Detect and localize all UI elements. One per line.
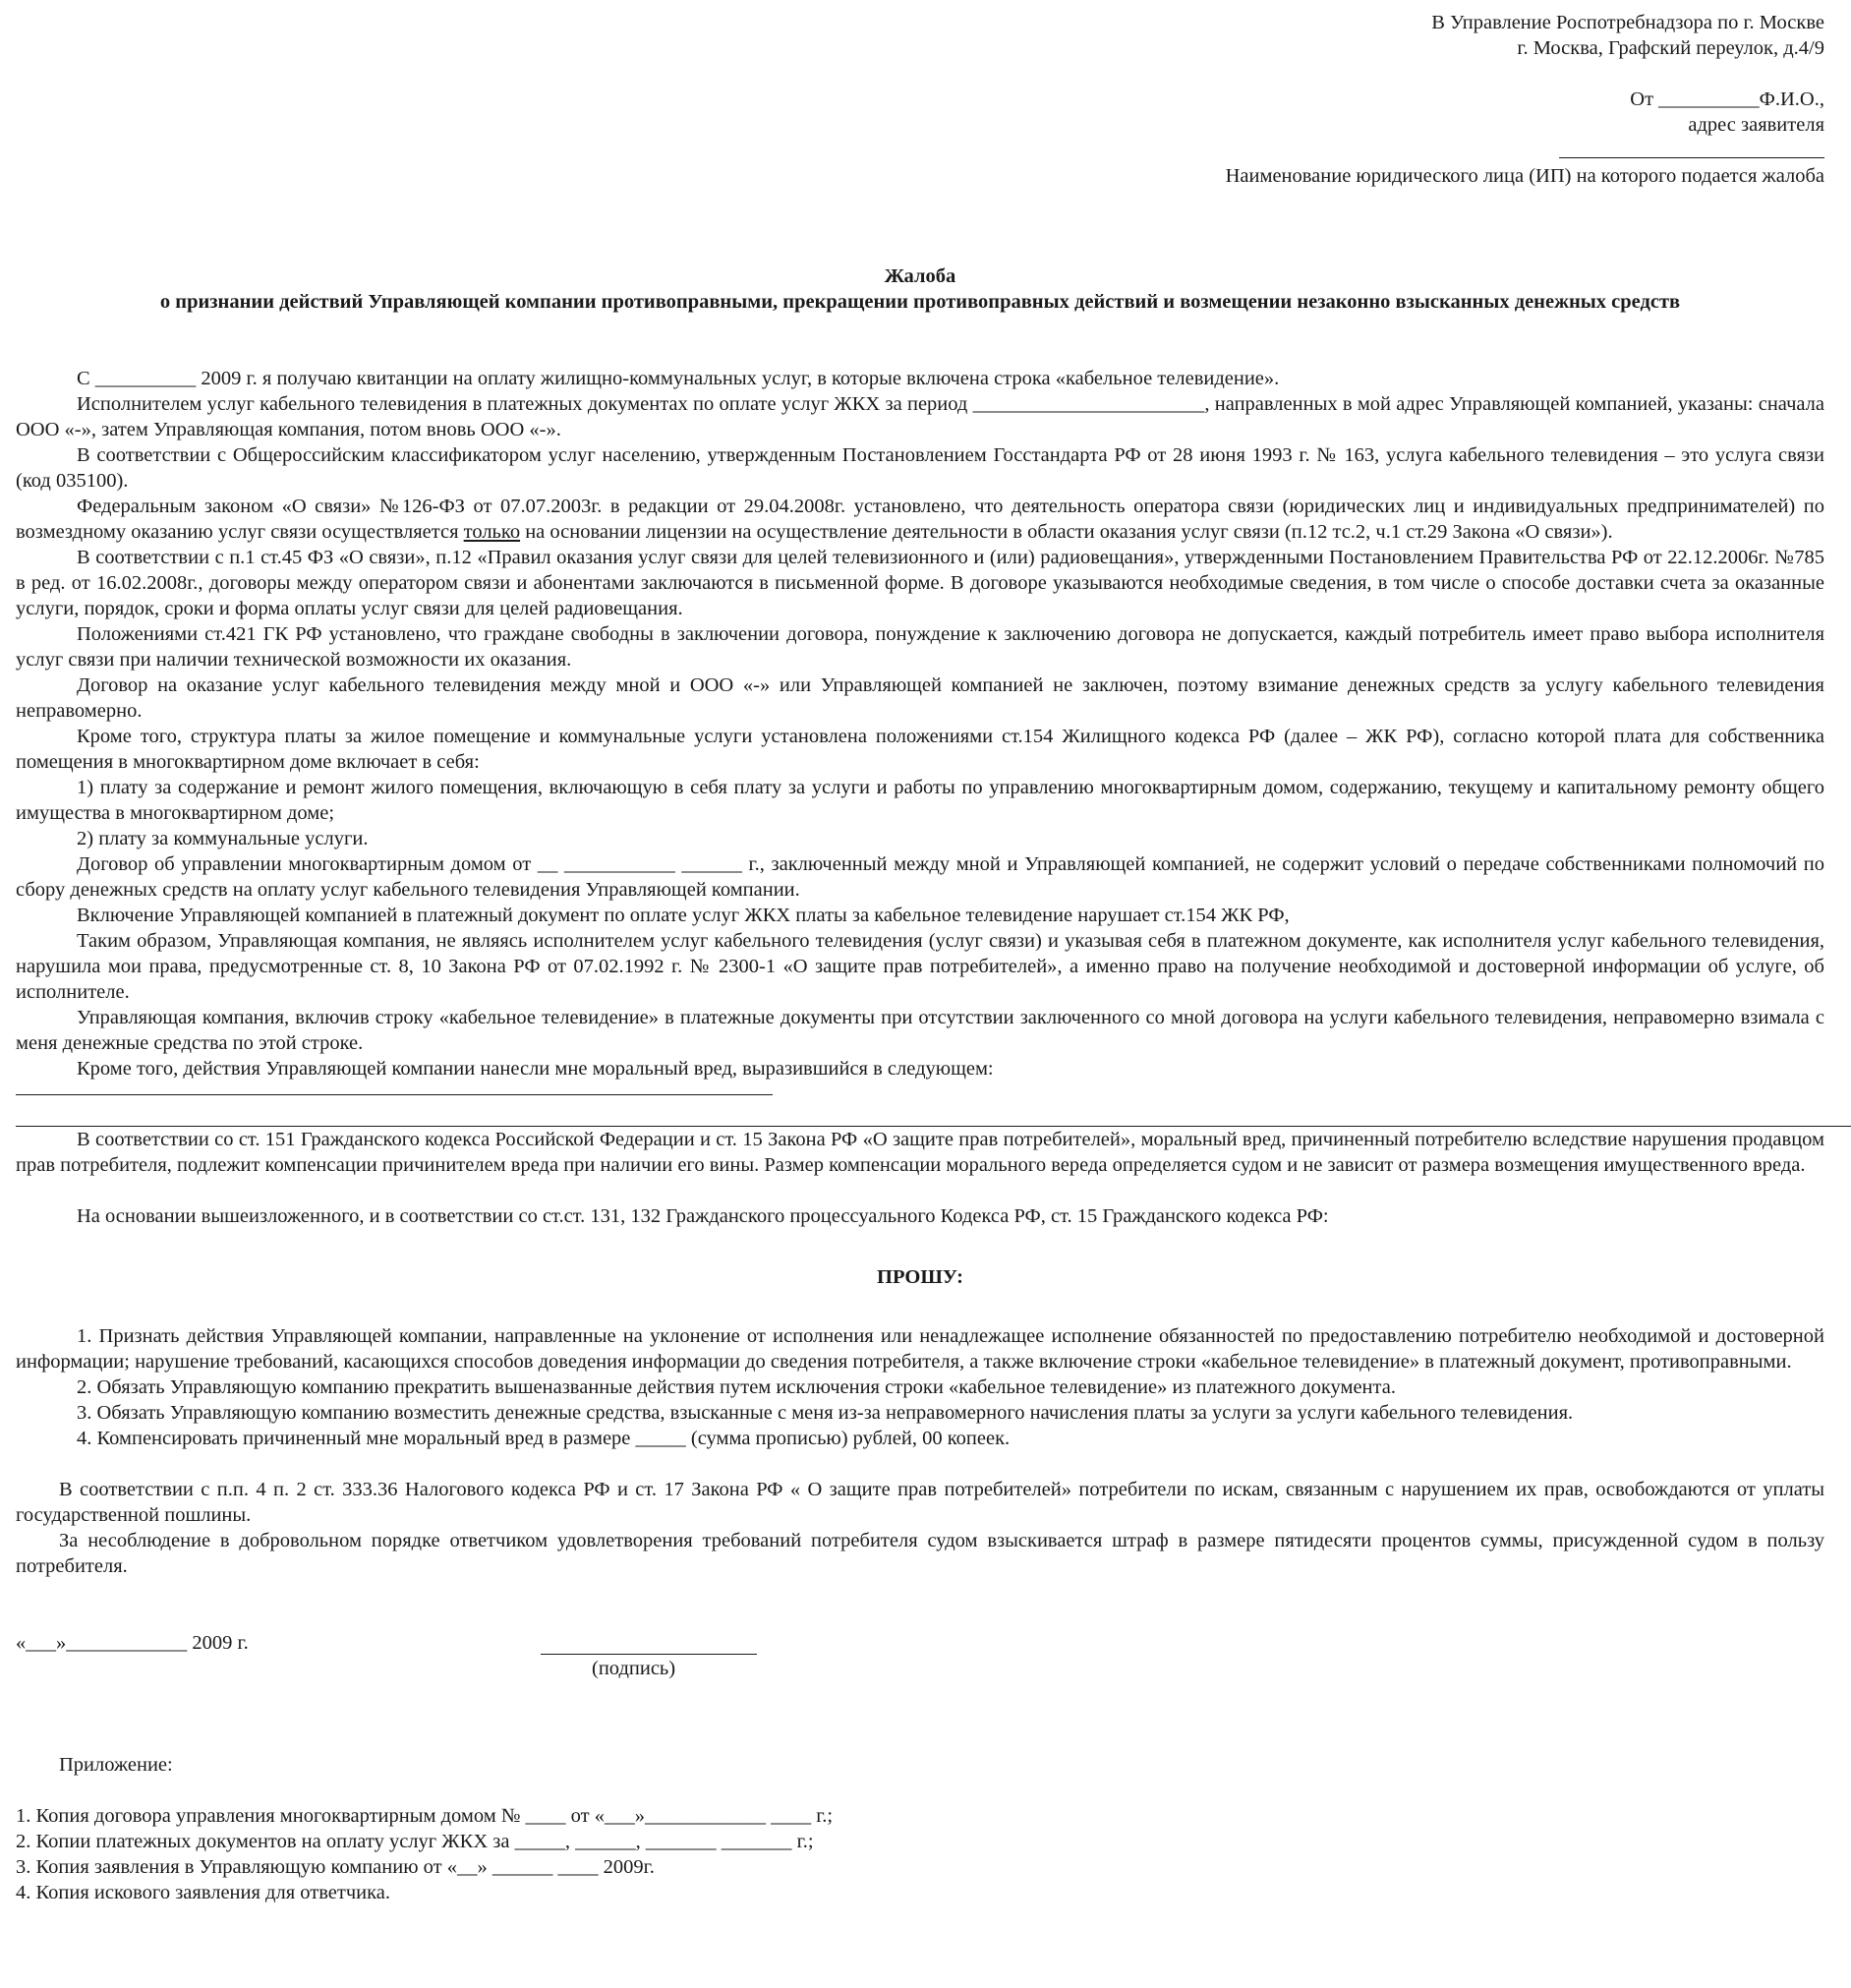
paragraph: Исполнителем услуг кабельного телевидения в платежных документах по оплате услуг ЖКХ за период _______________________, направленных в мой адрес Управляющей компанией, указаны: сначала ООО «-», затем Управляющая компания, потом вновь ООО «-». [16,393,1824,440]
appendix-item: 4. Копия искового заявления для ответчика. [16,1882,390,1903]
paragraph: В соответствии со ст. 151 Гражданского кодекса Российской Федерации и ст. 15 Закона РФ «О защите прав потребителей», моральный вред, причиненный потребителю вследствие нарушения продавцом прав потребителя, подлежит компенсации причинителем вреда при наличии его вины. Размер компенсации морального вереда определяется судом и не зависит от размера возмещения имущественного вреда. [16,1129,1824,1176]
appendix-block [16,1752,1824,1905]
request-item: 3. Обязать Управляющую компанию возместить денежные средства, взысканные с меня из-за неправомерного начисления платы за услуги за услуги кабельного телевидения. [77,1402,1574,1424]
paragraph-part: Федеральным законом «О связи» №126-ФЗ от 07.07.2003г. в редакции от 29.04.2008г. установлено, что деятельность оператора связи (юридических лиц и индивидуальных предпринимателей) по возмездному оказанию услуг связи осуществляется [16,496,1824,543]
paragraph: В соответствии с Общероссийским классификатором услуг населению, утвержденным Постановлением Госстандарта РФ от 28 июня 1993 г. № 163, услуга кабельного телевидения – это услуга связи (код 035100). [16,444,1824,492]
paragraph-part: на основании лицензии на осуществление деятельности в области оказания услуг связи (п.12 тс.2, ч.1 ст.29 Закона «О связи»). [520,521,1613,543]
closing-paragraph: За несоблюдение в добровольном порядке ответчиком удовлетворения требований потребителя судом взыскивается штраф в размере пятидесяти процентов суммы, присужденной судом в пользу потребителя. [16,1530,1824,1577]
paragraph: Управляющая компания, включив строку «кабельное телевидение» в платежные документы при отсутствии заключенного со мной договора на услуги кабельного телевидения, неправомерно взимала с меня денежные средства по этой строке. [16,1007,1824,1054]
request-heading: ПРОШУ: [877,1266,963,1288]
closing-paragraph: В соответствии с п.п. 4 п. 2 ст. 333.36 Налогового кодекса РФ и ст. 17 Закона РФ « О защите прав потребителей» потребители по искам, связанным с нарушением их прав, освобождаются от уплаты государственной пошлины. [16,1479,1824,1526]
addressee-line-1: В Управление Роспотребнадзора по г. Москве [1431,12,1824,33]
sender-name-line: От __________Ф.И.О., [1630,88,1824,110]
appendix-item: 2. Копии платежных документов на оплату услуг ЖКХ за _____, ______, _______ _______ г.; [16,1831,814,1852]
signature-row [16,1630,1824,1681]
paragraph: Кроме того, действия Управляющей компании нанесли мне моральный вред, выразившийся в следующем: [77,1058,994,1080]
document-subtitle: о признании действий Управляющей компании противоправными, прекращении противоправных действий и возмещении незаконно взысканных денежных средств [159,291,1681,313]
appendix-item: 1. Копия договора управления многоквартирным домом № ____ от «___»____________ ____ г.; [16,1805,834,1827]
paragraph: 2) плату за коммунальные услуги. [77,828,369,849]
signature-date: «___»____________ 2009 г. [16,1632,249,1654]
paragraph: На основании вышеизложенного, и в соответствии со ст.ст. 131, 132 Гражданского процессуального Кодекса РФ, ст. 15 Гражданского кодекса РФ: [77,1205,1329,1227]
request-item: 2. Обязать Управляющую компанию прекратить вышеназванные действия путем исключения строки «кабельное телевидение» из платежного документа. [77,1376,1396,1398]
paragraph: Кроме того, структура платы за жилое помещение и коммунальные услуги установлена положениями ст.154 Жилищного кодекса РФ (далее – ЖК РФ), согласно которой плата для собственника помещения в многоквартирном доме включает в себя: [16,726,1824,773]
paragraph: Положениями ст.421 ГК РФ установлено, что граждане свободны в заключении договора, понуждение к заключению договора не допускается, каждый потребитель имеет право выбора исполнителя услуг связи при наличии технической возможности их оказания. [16,623,1824,671]
paragraph: 1) плату за содержание и ремонт жилого помещения, включающую в себя плату за услуги и работы по управлению многоквартирным домом, содержанию, текущему и капитальному ремонту общего имущества в многоквартирном доме; [16,777,1824,824]
paragraph: Договор об управлении многоквартирным домом от __ ___________ ______ г., заключенный между мной и Управляющей компанией, не содержит условий о передаче собственниками полномочий по сбору денежных средств на оплату услуг кабельного телевидения Управляющей компании. [16,853,1824,901]
appendix-title: Приложение: [59,1754,173,1776]
addressee-block [16,0,1824,189]
appendix-item: 3. Копия заявления в Управляющую компанию от «__» ______ ____ 2009г. [16,1856,655,1878]
document-title-block [16,263,1824,315]
signature-caption: (подпись) [592,1658,676,1679]
paragraph: В соответствии с п.1 ст.45 ФЗ «О связи», п.12 «Правил оказания услуг связи для целей телевизионного и (или) радиовещания», утвержденными Постановлением Правительства РФ от 22.12.2006г. №785 в ред. от 16.02.2008г., договоры между оператором связи и абонентами заключаются в письменной форме. В договоре указываются необходимые сведения, в том числе о способе доставки счета за оказанные услуги, порядок, сроки и форма оплаты услуг связи для целей радиовещания. [16,547,1824,619]
sender-blank-line [1559,138,1824,158]
request-item: 1. Признать действия Управляющей компании, направленные на уклонение от исполнения или ненадлежащее исполнение обязанностей по предоставлению потребителю необходимой и достоверной информации; нарушение требований, касающихся способов доведения информации до сведения потребителя, а также включение строки «кабельное телевидение» в платежный документ, противоправными. [16,1325,1824,1373]
sender-address-line: адрес заявителя [1688,114,1824,136]
addressee-line-2: г. Москва, Графский переулок, д.4/9 [1517,37,1824,59]
paragraph [16,494,1824,545]
paragraph: Таким образом, Управляющая компания, не являясь исполнителем услуг кабельного телевидения (услуг связи) и указывая себя в платежном документе, как исполнителя услуг кабельного телевидения, нарушила мои права, предусмотренные ст. 8, 10 Закона РФ от 07.02.1992 г. № 2300-1 «О защите прав потребителей», а именно право на получение необходимой и достоверной информации об услуге, об исполнителе. [16,930,1824,1003]
signature-line [541,1654,757,1655]
complaint-document [16,0,1824,1905]
underlined-word: только [463,521,521,543]
request-item: 4. Компенсировать причиненный мне моральный вред в размере _____ (сумма прописью) рублей, 00 копеек. [77,1428,1011,1449]
paragraph: Включение Управляющей компанией в платежный документ по оплате услуг ЖКХ платы за кабельное телевидение нарушает ст.154 ЖК РФ, [77,905,1290,926]
blank-line [16,1093,773,1095]
respondent-entity-line: Наименование юридического лица (ИП) на которого подается жалоба [1225,165,1824,187]
paragraph: Договор на оказание услуг кабельного телевидения между мной и ООО «-» или Управляющей компанией не заключен, поэтому взимание денежных средств за услугу кабельного телевидения неправомерно. [16,674,1824,722]
document-title: Жалоба [884,265,956,287]
complaint-body [16,366,1824,1579]
paragraph: С __________ 2009 г. я получаю квитанции на оплату жилищно-коммунальных услуг, в которые включена строка «кабельное телевидение». [77,368,1280,389]
